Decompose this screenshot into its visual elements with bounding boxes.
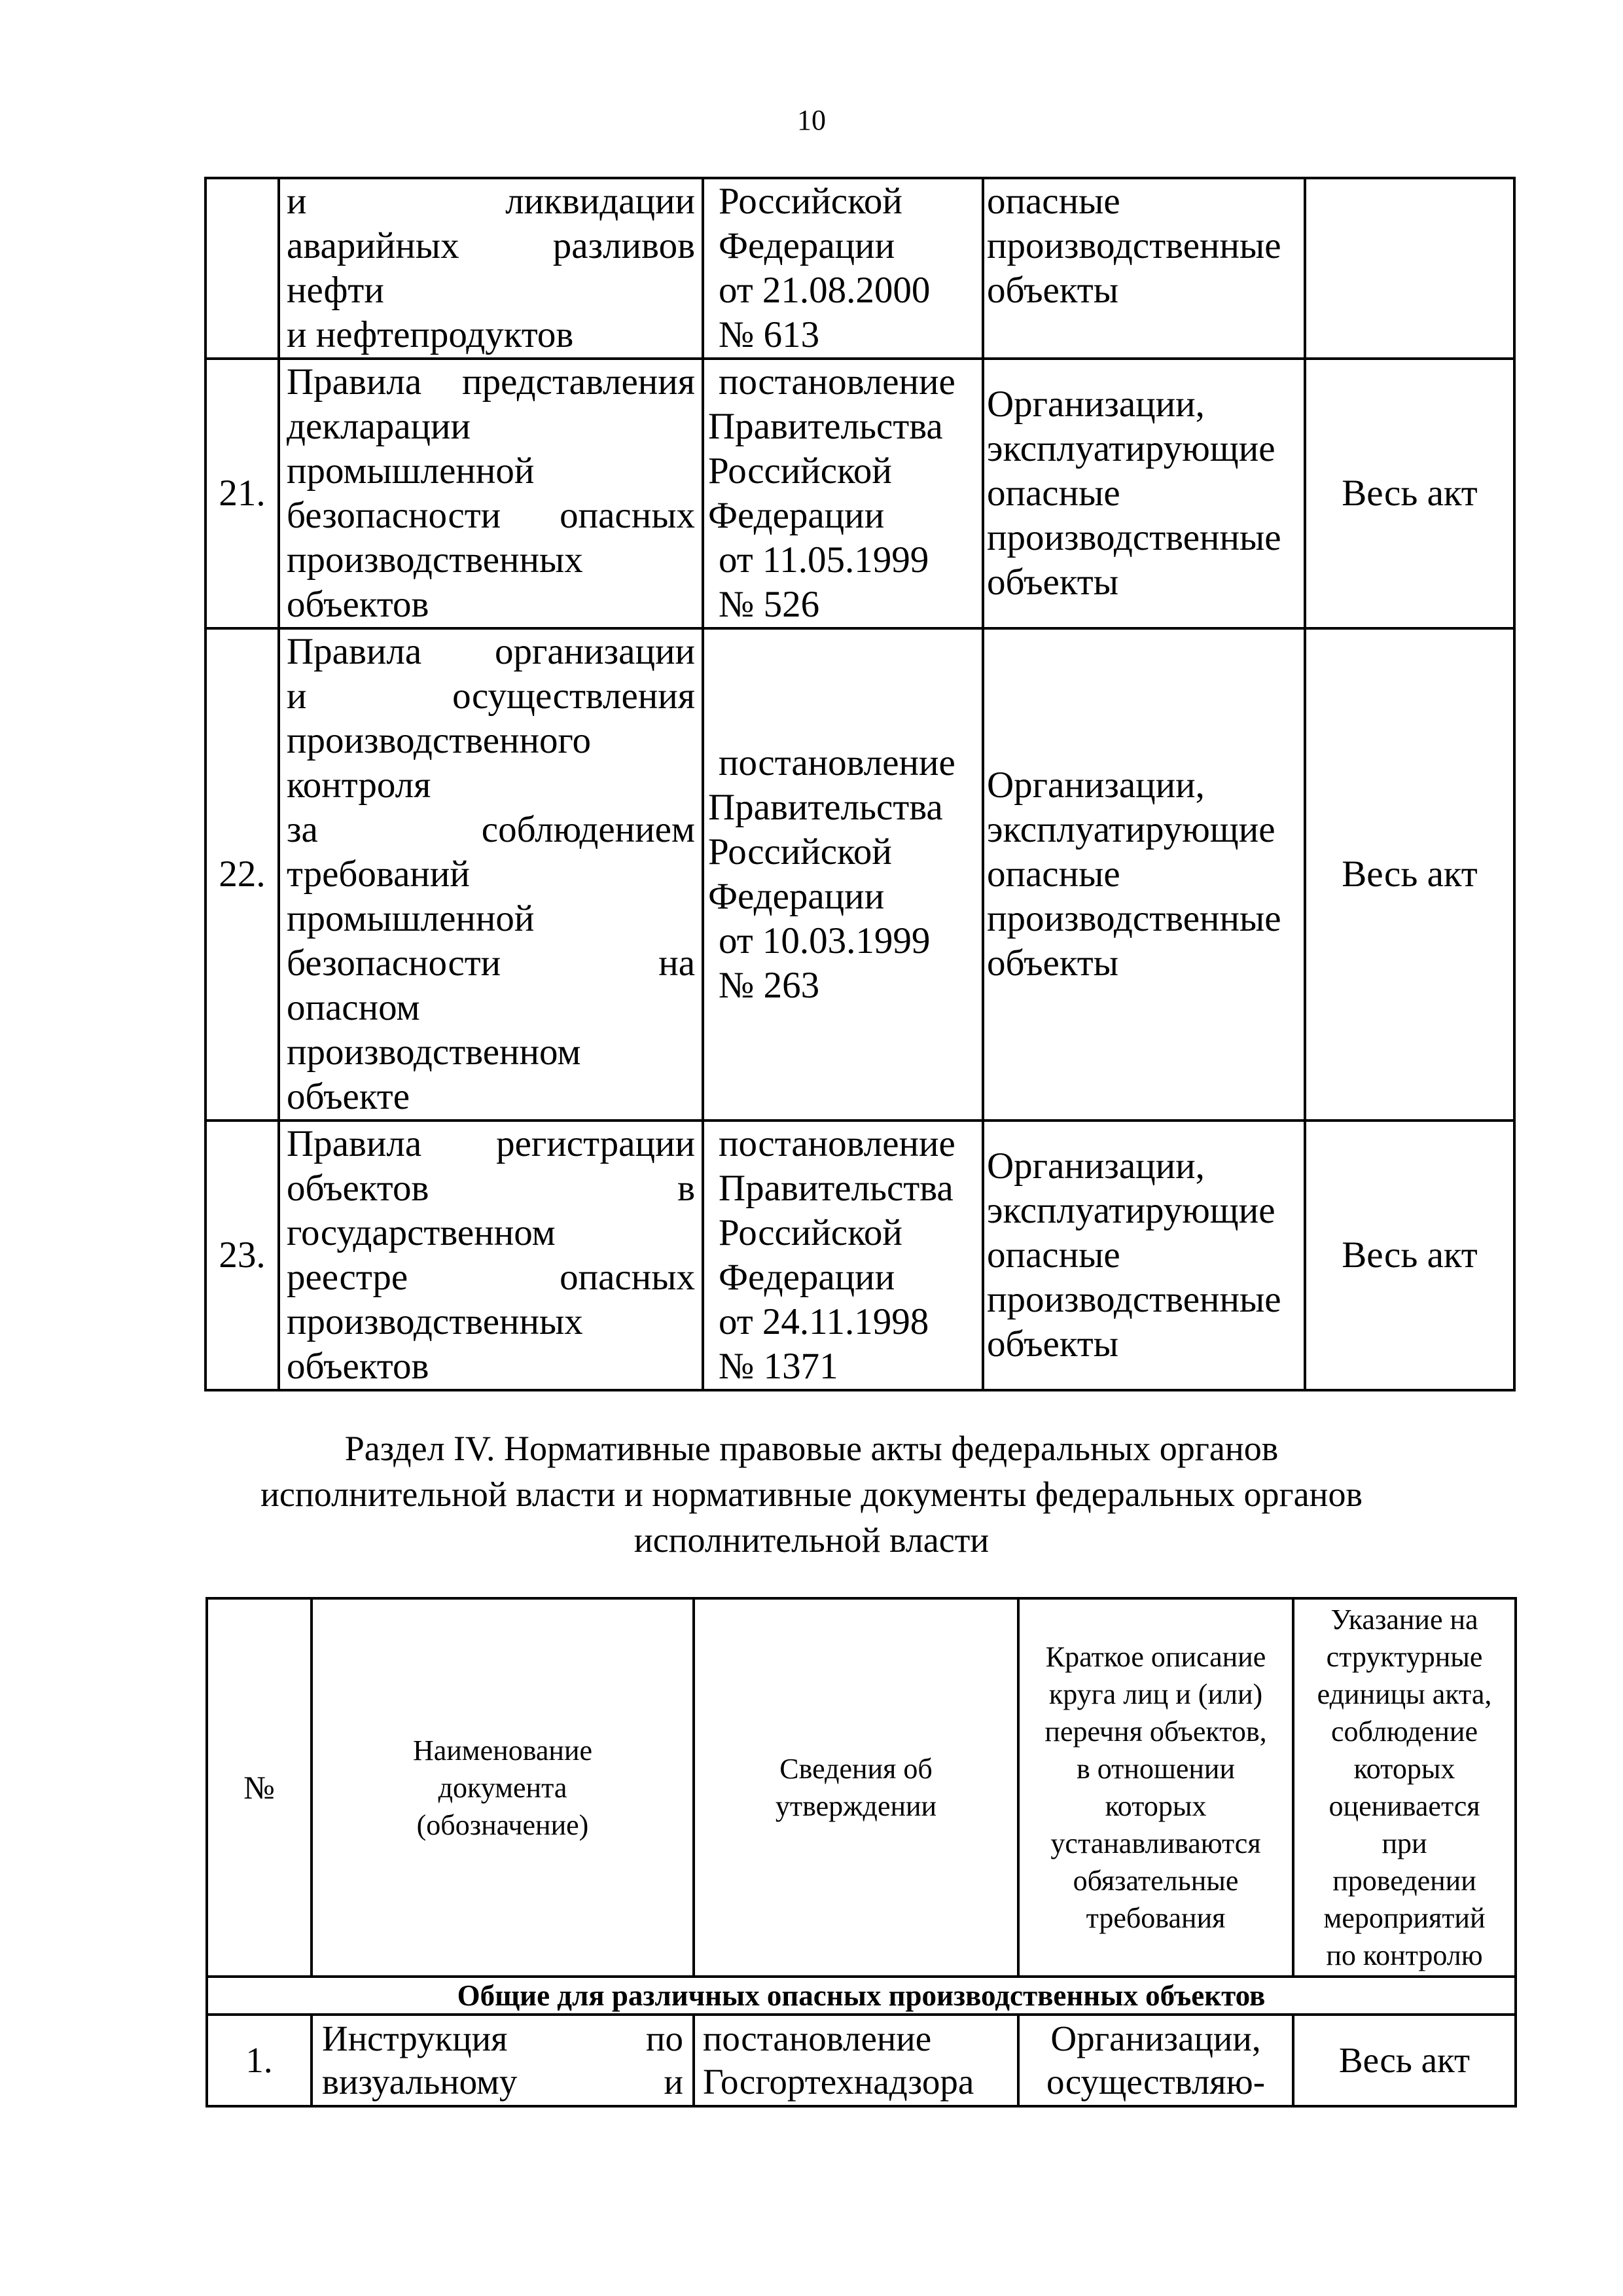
header-affected-parties: Краткое описание круга лиц и (или) перечня объектов, в отношении которых устанавливаются обязательные требования bbox=[1018, 1598, 1293, 1977]
header-number: № bbox=[207, 1598, 312, 1977]
table-group-row bbox=[207, 1977, 1516, 2015]
act-scope: Весь акт bbox=[1305, 628, 1514, 1121]
approval-info: постановление Правительства Российской Федерации от 11.05.1999 № 526 bbox=[703, 359, 983, 628]
row-number: 22. bbox=[205, 628, 279, 1121]
affected-parties: Организации, осуществляю- bbox=[1018, 2015, 1293, 2106]
table-row bbox=[205, 359, 1514, 628]
regulations-table-continued bbox=[204, 177, 1516, 1391]
approval-info: Российской Федерации от 21.08.2000 № 613 bbox=[703, 178, 983, 359]
page-number: 10 bbox=[797, 104, 826, 136]
header-approval: Сведения об утверждении bbox=[694, 1598, 1018, 1977]
affected-parties: Организации, эксплуатирующие опасные производственные объекты bbox=[983, 1121, 1305, 1390]
row-number: 21. bbox=[205, 359, 279, 628]
row-number: 23. bbox=[205, 1121, 279, 1390]
affected-parties: Организации, эксплуатирующие опасные производственные объекты bbox=[983, 628, 1305, 1121]
act-scope bbox=[1305, 178, 1514, 359]
act-scope: Весь акт bbox=[1305, 1121, 1514, 1390]
section-title: Раздел IV. Нормативные правовые акты федеральных органов исполнительной власти и нормативные документы федеральных органов исполнительной власти bbox=[260, 1429, 1363, 1560]
regulations-table-section-iv bbox=[205, 1597, 1517, 2108]
document-name: Правила регистрации объектов в государственном реестре опасных производственных объектов bbox=[279, 1121, 703, 1390]
header-act-scope: Указание на структурные единицы акта, соблюдение которых оценивается при проведении мероприятий по контролю bbox=[1293, 1598, 1516, 1977]
header-document-name: Наименование документа (обозначение) bbox=[312, 1598, 694, 1977]
document-name: Правила представления декларации промышленной безопасности опасных производственных объектов bbox=[279, 359, 703, 628]
document-name: Инструкция по визуальному и bbox=[312, 2015, 694, 2106]
affected-parties: опасные производственные объекты bbox=[983, 178, 1305, 359]
table-header-row bbox=[207, 1598, 1516, 1977]
document-name: и ликвидации аварийных разливов нефти и нефтепродуктов bbox=[279, 178, 703, 359]
act-scope: Весь акт bbox=[1293, 2015, 1516, 2106]
table-row bbox=[207, 2015, 1516, 2106]
approval-info: постановление Правительства Российской Федерации от 10.03.1999 № 263 bbox=[703, 628, 983, 1121]
document-name: Правила организации и осуществления производственного контроля за соблюдением требований промышленной безопасности на опасном производственном объекте bbox=[279, 628, 703, 1121]
act-scope: Весь акт bbox=[1305, 359, 1514, 628]
approval-info: постановление Правительства Российской Федерации от 24.11.1998 № 1371 bbox=[703, 1121, 983, 1390]
row-number: 1. bbox=[207, 2015, 312, 2106]
table-row bbox=[205, 628, 1514, 1121]
table-row bbox=[205, 1121, 1514, 1390]
group-heading: Общие для различных опасных производственных объектов bbox=[207, 1977, 1516, 2015]
affected-parties: Организации, эксплуатирующие опасные производственные объекты bbox=[983, 359, 1305, 628]
approval-info: постановление Госгортехнадзора bbox=[694, 2015, 1018, 2106]
table-row bbox=[205, 178, 1514, 359]
row-number bbox=[205, 178, 279, 359]
